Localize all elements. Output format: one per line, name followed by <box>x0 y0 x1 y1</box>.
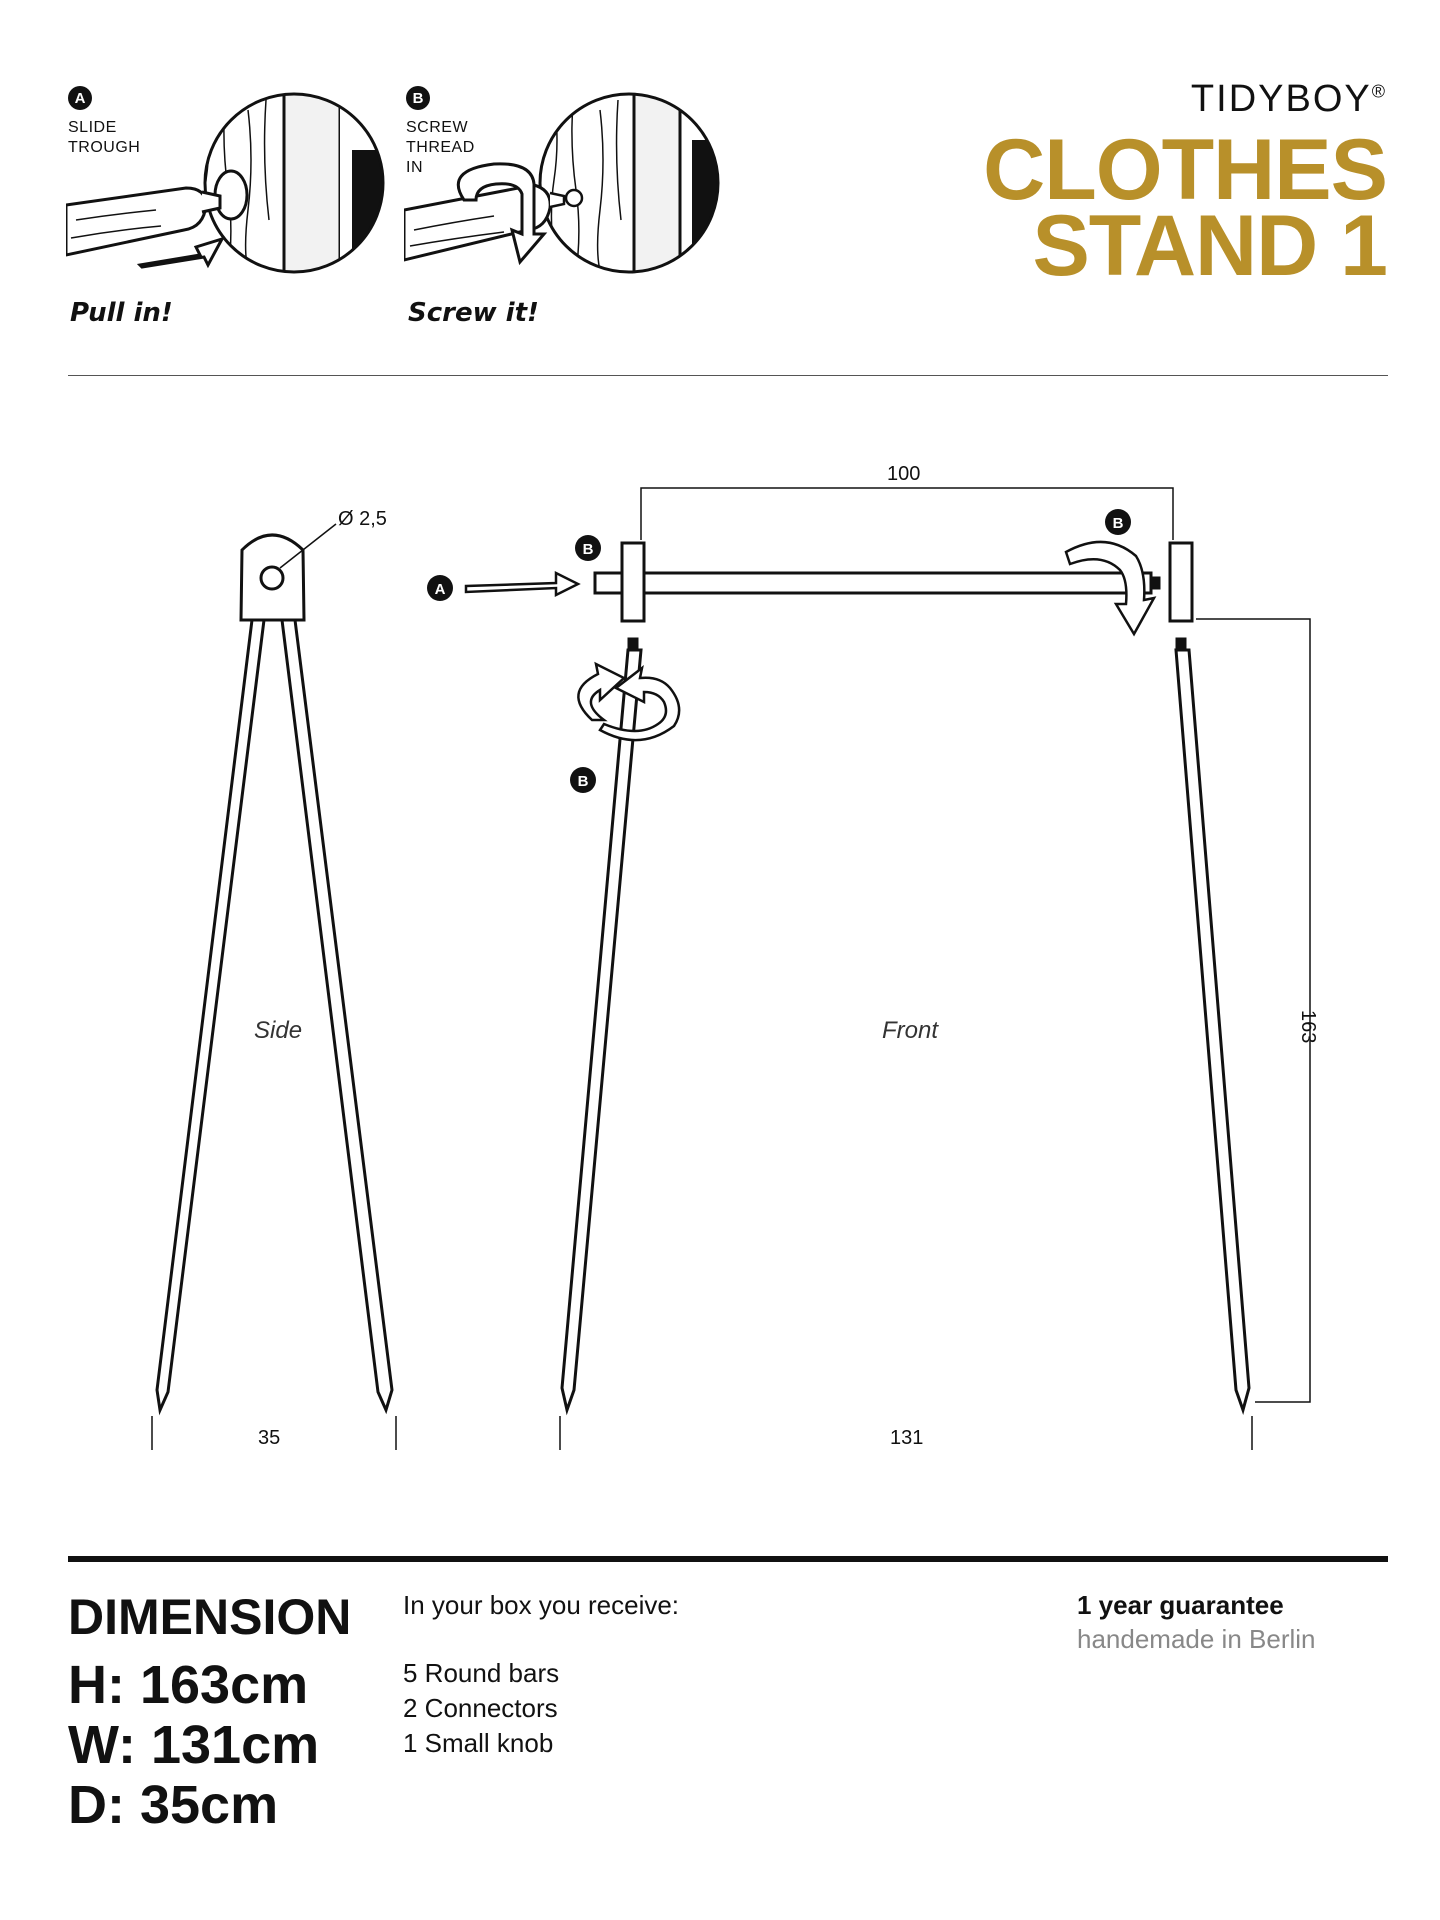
technical-drawing <box>0 380 1440 1450</box>
brand-text: TIDYBOY <box>1190 78 1372 120</box>
brand-name <box>1191 78 1387 121</box>
step-a-caption: Pull in! <box>70 298 173 328</box>
depth-dimension-label: 35 <box>258 1427 281 1449</box>
handmade-note: handemade in Berlin <box>1077 1624 1316 1654</box>
footer-divider <box>68 1556 1388 1562</box>
step-a-illustration <box>66 80 386 320</box>
width-dimension-label: 131 <box>890 1427 924 1449</box>
dimension-height: H: 163cm <box>68 1655 309 1715</box>
box-item: 2 Connectors <box>403 1693 558 1723</box>
dimension-depth: D: 35cm <box>68 1775 279 1835</box>
product-title-line2: STAND 1 <box>1032 198 1387 294</box>
guarantee-title: 1 year guarantee <box>1077 1590 1284 1620</box>
box-contents-title: In your box you receive: <box>403 1590 680 1620</box>
height-dimension-label: 163 <box>1297 1010 1319 1044</box>
rotate-arrow-leg <box>578 664 679 740</box>
dimension-heading: DIMENSION <box>68 1589 352 1645</box>
box-item: 1 Small knob <box>403 1728 554 1758</box>
connector-top-badge-label: B <box>582 541 594 558</box>
side-view <box>157 535 392 1410</box>
brand-registered-mark: ® <box>1371 81 1387 102</box>
hole-diameter-label: Ø 2,5 <box>338 508 387 530</box>
side-view-label: Side <box>254 1017 303 1044</box>
arrow-a-badge-label: A <box>434 581 446 598</box>
product-title-line1: CLOTHES <box>983 122 1387 218</box>
rotate-top-badge-label: B <box>1112 515 1124 532</box>
box-item: 5 Round bars <box>403 1658 560 1688</box>
front-view-label: Front <box>882 1017 939 1044</box>
insert-arrow <box>466 573 578 595</box>
height-dimension-line <box>1196 619 1310 1402</box>
step-b-caption: Screw it! <box>408 298 539 328</box>
step-b-illustration <box>404 80 724 320</box>
step-b-text: SCREW THREAD IN <box>406 119 475 176</box>
header-divider <box>68 375 1388 376</box>
top-bar-dimension-line <box>641 488 1173 540</box>
step-a-badge: A <box>68 86 92 110</box>
step-b-badge: B <box>406 86 430 110</box>
top-bar-dimension-label: 100 <box>887 463 921 485</box>
dimension-width: W: 131cm <box>68 1715 320 1775</box>
leg-badge-label: B <box>577 773 589 790</box>
step-a-text: SLIDE TROUGH <box>68 119 141 156</box>
